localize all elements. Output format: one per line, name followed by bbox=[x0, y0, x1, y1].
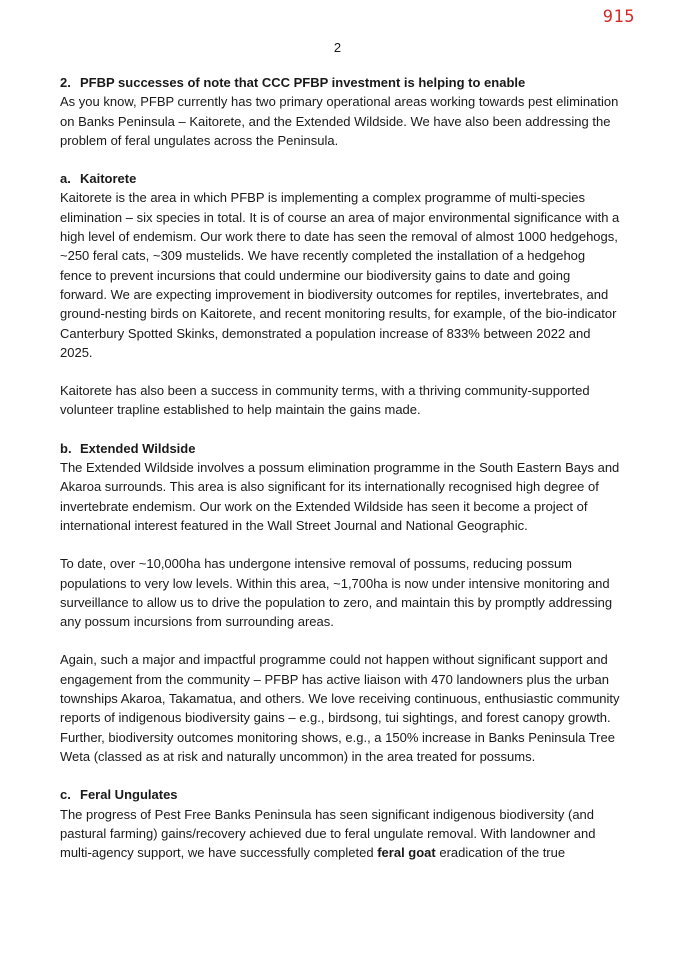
section-heading bbox=[60, 73, 620, 92]
ungulates-text-after: eradication of the true bbox=[435, 845, 566, 861]
ungulates-heading bbox=[60, 785, 620, 804]
section-title: PFBP successes of note that CCC PFBP investment is helping to enable bbox=[80, 75, 526, 90]
wildside-paragraph-2: To date, over ~10,000ha has undergone intensive removal of possums, reducing possum populations to very low levels. Within this area, ~1,700ha is now under intensive monitoring and surveillance to allow us to drive the population to zero, and maintain this by promptly addressing any possum incursions from surrounding areas. bbox=[60, 556, 613, 630]
wildside-paragraph-3: Again, such a major and impactful programme could not happen without significant support and engagement from the community – PFBP has active liaison with 470 landowners plus the urban townships Akaroa, Takamatua, and others. We love receiving continuous, enthusiastic community reports of indigenous biodiversity gains – e.g., birdsong, tui sightings, and forest canopy growth. Further, biodiversity outcomes monitoring shows, e.g., a 150% increase in Banks Peninsula Tree Weta (classed as at risk and naturally uncommon) in the area treated for possums. bbox=[60, 652, 620, 764]
kaitorete-title: Kaitorete bbox=[80, 171, 137, 187]
wildside-heading bbox=[60, 439, 620, 458]
kaitorete-paragraph-1: Kaitorete is the area in which PFBP is implementing a complex programme of multi-species elimination – six species in total. It is of course an area of major environmental significance with a high level of endemism. Our work there to date has seen the removal of almost 1000 hedgehogs, ~250 feral cats, ~309 mustelids. We have recently completed the installation of a hedgehog fence to prevent incursions that could undermine our biodiversity gains to date and going forward. We are expecting improvement in biodiversity outcomes for reptiles, invertebrates, and ground-nesting birds on Kaitorete, and recent monitoring results, for example, of the bio-indicator Canterbury Spotted Skinks, demonstrated a population increase of 833% between 2022 and 2025. bbox=[60, 190, 620, 360]
document-body bbox=[60, 73, 620, 862]
page-stamp-number: 915 bbox=[602, 7, 635, 27]
section-intro-paragraph: As you know, PFBP currently has two primary operational areas working towards pest elimination on Banks Peninsula – Kaitorete, and the Extended Wildside. We have also been addressing the problem of feral ungulates across the Peninsula. bbox=[60, 94, 619, 148]
page-number: 2 bbox=[333, 40, 342, 55]
wildside-title: Extended Wildside bbox=[80, 440, 196, 456]
kaitorete-letter: a. bbox=[60, 171, 71, 187]
section-number: 2. bbox=[60, 75, 71, 90]
ungulates-letter: c. bbox=[60, 787, 71, 803]
wildside-paragraph-1: The Extended Wildside involves a possum elimination programme in the South Eastern Bays and Akaroa surrounds. This area is also significant for its internationally recognised high degree of invertebrate endemism. Our work on the Extended Wildside has seen it become a project of international interest featured in the Wall Street Journal and National Geographic. bbox=[60, 460, 620, 533]
ungulates-paragraph-1 bbox=[60, 805, 620, 863]
ungulates-text-bold: feral goat bbox=[377, 845, 436, 861]
kaitorete-heading bbox=[60, 169, 620, 188]
ungulates-title: Feral Ungulates bbox=[80, 787, 178, 803]
wildside-letter: b. bbox=[60, 440, 72, 456]
kaitorete-paragraph-2: Kaitorete has also been a success in community terms, with a thriving community-supported volunteer trapline established to help maintain the gains made. bbox=[60, 383, 590, 418]
ungulates-text-before: The progress of Pest Free Banks Peninsula has seen significant indigenous biodiversity (and pastural farming) gains/recovery achieved due to feral ungulate removal. With landowner and multi-agency support, we have successfully completed bbox=[60, 806, 596, 861]
